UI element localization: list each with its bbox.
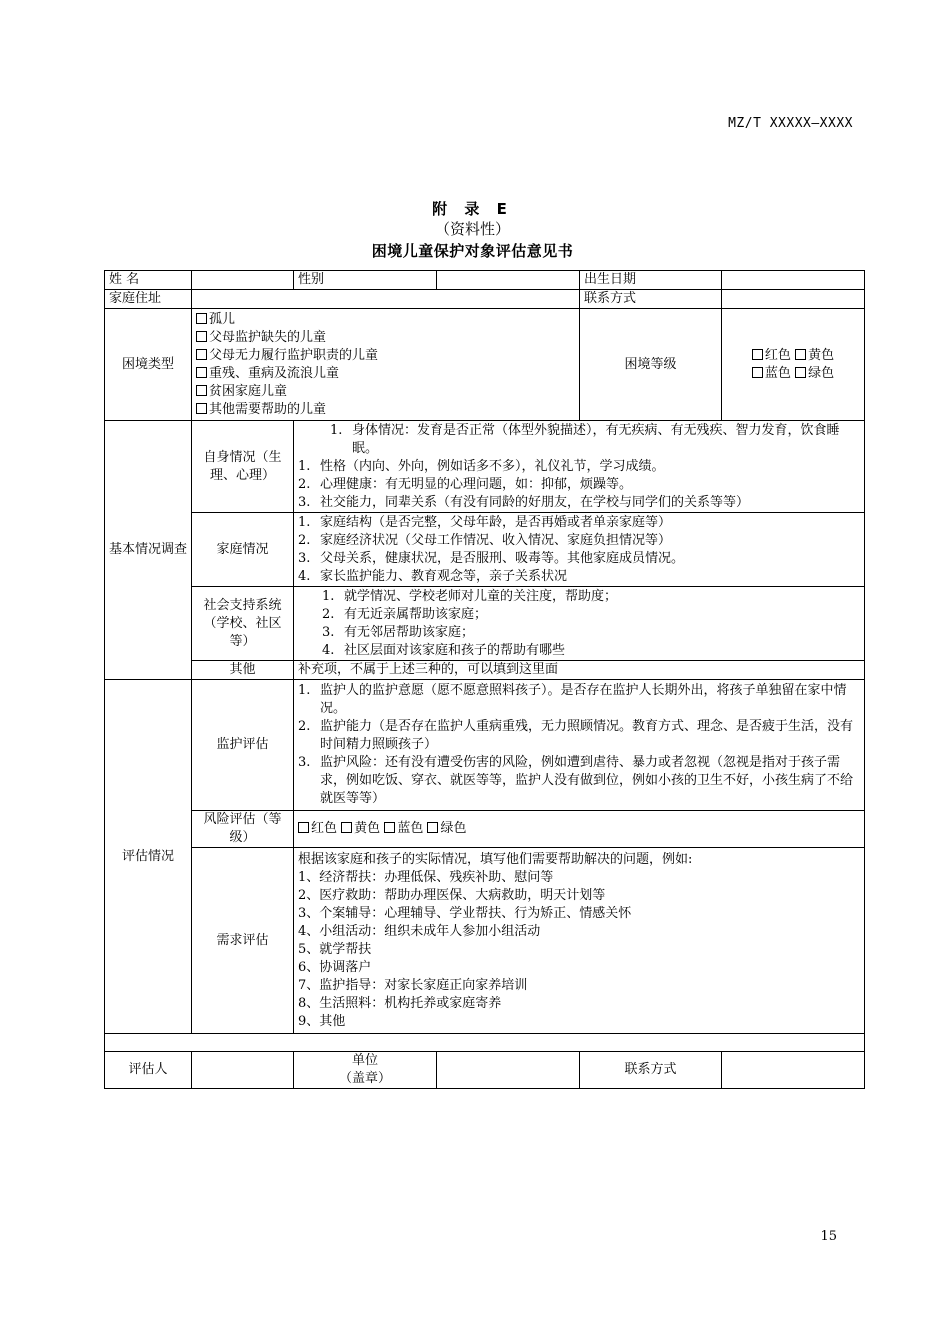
self-situation-label: 自身情况（生理、心理） [192, 421, 294, 513]
checkbox-icon[interactable] [795, 349, 806, 360]
evaluator-contact-label: 联系方式 [580, 1052, 722, 1089]
address-label: 家庭住址 [105, 290, 192, 309]
checkbox-icon[interactable] [795, 367, 806, 378]
list-item: 3. 监护风险：还有没有遭受伤害的风险，例如遭到虐待、暴力或者忽视（忽视是指对于孩子需求，例如吃饭、穿衣、就医等等，监护人没有做到位，例如小孩的卫生不好，小孩生病了不给就医等等） [298, 755, 854, 806]
page-number: 15 [820, 1229, 837, 1244]
checkbox-icon[interactable] [196, 385, 207, 396]
list-item: 9、其他 [298, 1013, 346, 1029]
risk-green-option[interactable]: 绿色 [427, 821, 466, 836]
hardship-level-options [722, 309, 865, 421]
list-item: 6、协调落户 [298, 959, 372, 975]
needs-eval-label: 需求评估 [192, 848, 294, 1034]
hardship-type-label: 困境类型 [105, 309, 192, 421]
unit-label: 单位 （盖章） [294, 1052, 437, 1089]
checkbox-icon[interactable] [298, 822, 309, 833]
risk-eval-label: 风险评估（等级） [192, 811, 294, 848]
risk-blue-option[interactable]: 蓝色 [384, 821, 423, 836]
gender-field[interactable] [437, 271, 580, 290]
social-support-content [294, 587, 865, 661]
hardship-option-guardian-unable[interactable]: 父母无力履行监护职责的儿童 [196, 347, 575, 365]
other-label: 其他 [192, 661, 294, 680]
list-item: 3. 有无邻居帮助该家庭； [322, 624, 475, 640]
list-item: 3. 父母关系，健康状况，是否服刑、吸毒等。其他家庭成员情况。 [298, 550, 685, 566]
checkbox-icon[interactable] [196, 349, 207, 360]
checkbox-icon[interactable] [341, 822, 352, 833]
list-item: 1. 监护人的监护意愿（愿不愿意照料孩子）。是否存在监护人长期外出，将孩子单独留在家中情况。 [298, 683, 847, 716]
list-item: 5、就学帮扶 [298, 941, 372, 957]
list-item: 2. 监护能力（是否存在监护人重病重残，无力照顾情况。教育方式、理念、是否疲于生活，没有时间精力照顾孩子） [298, 719, 854, 752]
checkbox-icon[interactable] [384, 822, 395, 833]
checkbox-icon[interactable] [196, 313, 207, 324]
list-item: 2. 有无近亲属帮助该家庭； [322, 606, 488, 622]
list-item: 7、监护指导：对家长家庭正向家养培训 [298, 977, 528, 993]
address-field[interactable] [192, 290, 580, 309]
list-item: 1. 身体情况：发育是否正常（体型外貌描述），有无疾病、有无残疾、智力发育，饮食睡眠。 [330, 422, 840, 456]
list-item: 1、经济帮扶：办理低保、残疾补助、慰问等 [298, 869, 554, 885]
list-item: 4. 家长监护能力、教育观念等，亲子关系状况 [298, 568, 568, 584]
guardianship-eval-content [294, 680, 865, 811]
family-situation-label: 家庭情况 [192, 513, 294, 587]
appendix-title: 附 录 E [432, 200, 513, 218]
checkbox-icon[interactable] [752, 349, 763, 360]
evaluation-label: 评估情况 [105, 680, 192, 1034]
list-item: 1. 性格（内向、外向，例如话多不多），礼仪礼节，学习成绩。 [298, 458, 665, 474]
contact-field[interactable] [722, 290, 865, 309]
unit-field[interactable] [437, 1052, 580, 1089]
birth-date-field[interactable] [722, 271, 865, 290]
family-situation-content [294, 513, 865, 587]
checkbox-icon[interactable] [196, 367, 207, 378]
needs-intro: 根据该家庭和孩子的实际情况，填写他们需要帮助解决的问题，例如: [298, 851, 693, 867]
list-item: 4、小组活动：组织未成年人参加小组活动 [298, 923, 541, 939]
list-item: 1. 家庭结构（是否完整，父母年龄，是否再婚或者单亲家庭等） [298, 514, 672, 530]
checkbox-icon[interactable] [427, 822, 438, 833]
assessment-form-table [104, 270, 865, 1089]
hardship-option-poor-family[interactable]: 贫困家庭儿童 [196, 383, 575, 401]
standard-code: MZ/T XXXXX—XXXX [728, 116, 853, 131]
list-item: 2、医疗救助：帮助办理医保、大病救助，明天计划等 [298, 887, 606, 903]
list-item: 3. 社交能力，同辈关系（有没有同龄的好朋友，在学校与同学们的关系等等） [298, 494, 750, 510]
social-support-label: 社会支持系统（学校、社区等） [192, 587, 294, 661]
other-content: 补充项，不属于上述三种的，可以填到这里面 [294, 661, 865, 680]
evaluator-field[interactable] [192, 1052, 294, 1089]
gender-label: 性别 [294, 271, 437, 290]
hardship-option-disabled-ill[interactable]: 重残、重病及流浪儿童 [196, 365, 575, 383]
hardship-option-other[interactable]: 其他需要帮助的儿童 [196, 401, 575, 419]
form-title: 困境儿童保护对象评估意见书 [371, 242, 574, 260]
evaluator-label: 评估人 [105, 1052, 192, 1089]
level-green-option[interactable]: 绿色 [795, 366, 834, 381]
level-blue-option[interactable]: 蓝色 [752, 366, 791, 381]
risk-yellow-option[interactable]: 黄色 [341, 821, 380, 836]
contact-label: 联系方式 [580, 290, 722, 309]
risk-eval-options [294, 811, 865, 848]
birth-date-label: 出生日期 [580, 271, 722, 290]
risk-red-option[interactable]: 红色 [298, 821, 337, 836]
hardship-option-guardian-missing[interactable]: 父母监护缺失的儿童 [196, 329, 575, 347]
hardship-option-orphan[interactable]: 孤儿 [196, 311, 575, 329]
list-item: 3、个案辅导：心理辅导、学业帮扶、行为矫正、情感关怀 [298, 905, 632, 921]
hardship-type-options [192, 309, 580, 421]
blank-row [105, 1034, 865, 1052]
list-item: 2. 心理健康：有无明显的心理问题，如：抑郁，烦躁等。 [298, 476, 633, 492]
appendix-nature: （资料性） [434, 220, 510, 238]
checkbox-icon[interactable] [196, 403, 207, 414]
level-red-option[interactable]: 红色 [752, 348, 791, 363]
name-field[interactable] [192, 271, 294, 290]
hardship-level-label: 困境等级 [580, 309, 722, 421]
list-item: 1. 就学情况、学校老师对儿童的关注度，帮助度； [322, 588, 618, 604]
self-situation-content [294, 421, 865, 513]
evaluator-contact-field[interactable] [722, 1052, 865, 1089]
checkbox-icon[interactable] [752, 367, 763, 378]
list-item: 8、生活照料：机构托养或家庭寄养 [298, 995, 502, 1011]
level-yellow-option[interactable]: 黄色 [795, 348, 834, 363]
list-item: 2. 家庭经济状况（父母工作情况、收入情况、家庭负担情况等） [298, 532, 672, 548]
checkbox-icon[interactable] [196, 331, 207, 342]
basic-survey-label: 基本情况调查 [105, 421, 192, 680]
list-item: 4. 社区层面对该家庭和孩子的帮助有哪些 [322, 642, 566, 658]
needs-eval-content [294, 848, 865, 1034]
guardianship-eval-label: 监护评估 [192, 680, 294, 811]
name-label: 姓 名 [105, 271, 192, 290]
